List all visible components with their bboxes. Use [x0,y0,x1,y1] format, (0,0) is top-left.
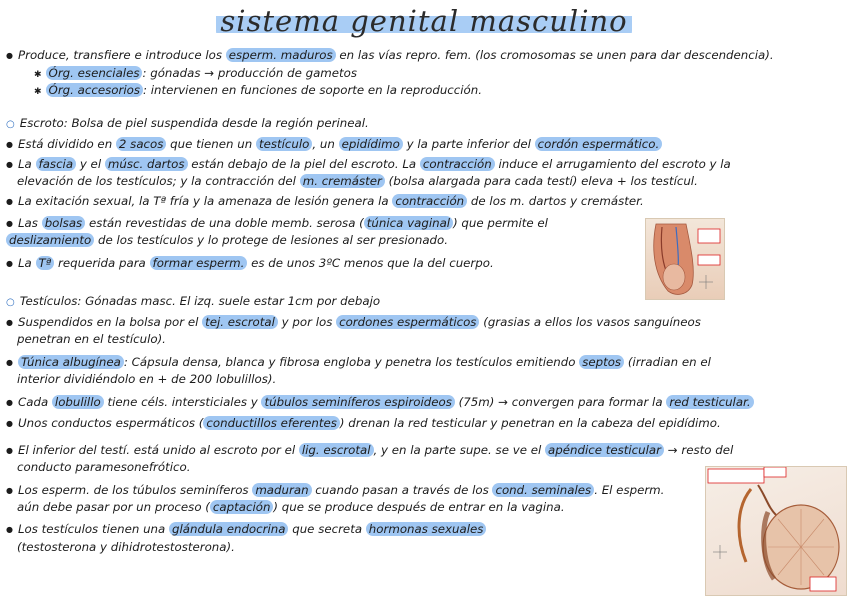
highlighted-term: deslizamiento [6,233,94,247]
highlighted-term: apéndice testicular [545,443,664,457]
highlighted-term: glándula endocrina [169,522,288,536]
text-fragment: . El esperm. [594,483,665,497]
text-fragment: y la parte inferior del [402,137,535,151]
text-fragment: : Cápsula densa, blanca y fibrosa engloba y penetra los testículos emitiendo [123,355,580,369]
text-fragment: Los esperm. de los túbulos seminíferos [17,483,253,497]
highlighted-term: contracción [420,157,495,171]
line-interior [6,372,276,386]
text-fragment: , y en la parte supe. se ve el [373,443,545,457]
line-inferior [6,443,733,459]
text-fragment: → resto del [663,443,734,457]
highlighted-term: maduran [252,483,311,497]
highlighted-term: esperm. maduros [226,48,336,62]
text-fragment: requerida para [54,256,150,270]
text-fragment: , un [312,137,339,151]
page-title: sistema genital masculino [0,4,848,38]
highlighted-term: lig. escrotal [299,443,374,457]
text-fragment: : intervienen en funciones de soporte en la reproducción. [142,83,482,97]
text-fragment: están debajo de la piel del escroto. La [187,157,420,171]
line-exitacion [6,194,644,210]
text-fragment: conducto paramesonefrótico. [17,460,191,474]
scrotum-illustration [645,218,725,300]
highlighted-term: túbulos seminíferos espiroideos [261,395,454,409]
highlighted-term: músc. dartos [105,157,188,171]
highlighted-term: bolsas [42,216,86,230]
testis-anatomy-image [706,467,846,595]
line-hormonas [6,540,235,554]
text-fragment: (irradian en el [624,355,711,369]
line-captacion [6,500,565,514]
text-fragment: ) drenan la red testicular y penetran en la cabeza del epidídimo. [339,416,721,430]
highlighted-term: Órg. esenciales [46,66,143,80]
text-fragment: La [17,256,36,270]
line-deslizamiento [6,233,448,247]
text-fragment: ) que se produce después de entrar en la vagina. [273,500,565,514]
highlighted-term: contracción [392,194,467,208]
text-fragment: están revestidas de una doble memb. serosa ( [85,216,364,230]
text-fragment: Escroto: Bolsa de piel suspendida desde la región perineal. [19,116,369,130]
text-fragment: es de unos 3ºC menos que la del cuerpo. [247,256,494,270]
highlighted-term: hormonas sexuales [366,522,487,536]
highlighted-term: Tª [36,256,55,270]
text-fragment: (testosterona y dihidrotestosterona). [17,540,235,554]
text-fragment: induce el arrugamiento del escroto y la [494,157,731,171]
line-suspendidos [6,315,701,331]
highlighted-term: Túnica albugínea [18,355,124,369]
highlighted-term: m. cremáster [300,174,385,188]
text-fragment: : gónadas → producción de gametos [142,66,358,80]
text-fragment: Cada [17,395,52,409]
line-bolsas [6,216,548,232]
text-fragment: ) que permite el [453,216,548,230]
text-fragment: Suspendidos en la bolsa por el [17,315,203,329]
highlighted-term: Órg. accesorios [46,83,143,97]
line-lobulillo [6,395,754,411]
highlighted-term: conductillos eferentes [203,416,340,430]
text-fragment: de los m. dartos y cremáster. [467,194,644,208]
text-fragment: que secreta [288,522,366,536]
highlighted-term: septos [579,355,624,369]
line-fascia [6,157,731,173]
text-fragment: interior dividiéndolo en + de 200 lobulillos). [17,372,277,386]
text-fragment: en las vías repro. fem. (los cromosomas se unen para dar descendencia). [335,48,774,62]
line-organos-accesorios [34,83,482,99]
text-fragment: Produce, transfiere e introduce los [17,48,226,62]
highlighted-term: tej. escrotal [202,315,278,329]
highlighted-term: cordones espermáticos [336,315,479,329]
highlighted-term: fascia [36,157,77,171]
text-fragment: aún debe pasar por un proceso ( [17,500,210,514]
text-fragment: Las [17,216,42,230]
line-conducto-paramesonefrotico [6,460,190,474]
line-escroto-heading [6,116,369,132]
highlighted-term: red testicular. [666,395,753,409]
text-fragment: cuando pasan a través de los [311,483,493,497]
text-fragment: tiene céls. intersticiales y [103,395,262,409]
testis-illustration [705,466,847,596]
text-fragment: Unos conductos espermáticos ( [17,416,204,430]
line-dividido [6,137,662,153]
text-fragment: Los testículos tienen una [17,522,170,536]
line-organos-esenciales [34,66,357,82]
line-maduran [6,483,664,499]
line-glandula [6,522,486,538]
highlighted-term: lobulillo [52,395,104,409]
line-conductos [6,416,721,432]
scrotum-anatomy-image [646,219,724,299]
highlighted-term: epidídimo [339,137,403,151]
highlighted-term: formar esperm. [150,256,248,270]
text-fragment: (bolsa alargada para cada testí) eleva + los testícul. [384,174,698,188]
highlighted-term: cordón espermático. [535,137,663,151]
text-fragment: La exitación sexual, la Tª fría y la amenaza de lesión genera la [17,194,393,208]
highlighted-term: cond. seminales [492,483,594,497]
highlighted-term: 2 sacos [116,137,166,151]
text-fragment: Está dividido en [17,137,116,151]
line-penetran [6,332,166,346]
text-fragment: (75m) → convergen para formar la [454,395,667,409]
text-fragment: que tienen un [166,137,256,151]
text-fragment: penetran en el testículo). [17,332,166,346]
text-fragment: La [17,157,36,171]
text-fragment: de los testículos y lo protege de lesiones al ser presionado. [94,233,449,247]
highlighted-term: captación [210,500,274,514]
line-testiculos-heading [6,294,380,310]
line-produce [6,48,774,64]
highlighted-term: túnica vaginal [364,216,453,230]
text-fragment: Testículos: Gónadas masc. El izq. suele estar 1cm por debajo [19,294,381,308]
text-fragment: y por los [277,315,337,329]
text-fragment: elevación de los testículos; y la contracción del [17,174,300,188]
text-fragment: (grasias a ellos los vasos sanguíneos [479,315,701,329]
line-temperatura [6,256,494,272]
line-tunica-albuginea [6,355,711,371]
text-fragment: y el [76,157,105,171]
text-fragment: El inferior del testí. está unido al escroto por el [17,443,299,457]
line-elevacion [6,174,698,188]
highlighted-term: testículo [256,137,312,151]
